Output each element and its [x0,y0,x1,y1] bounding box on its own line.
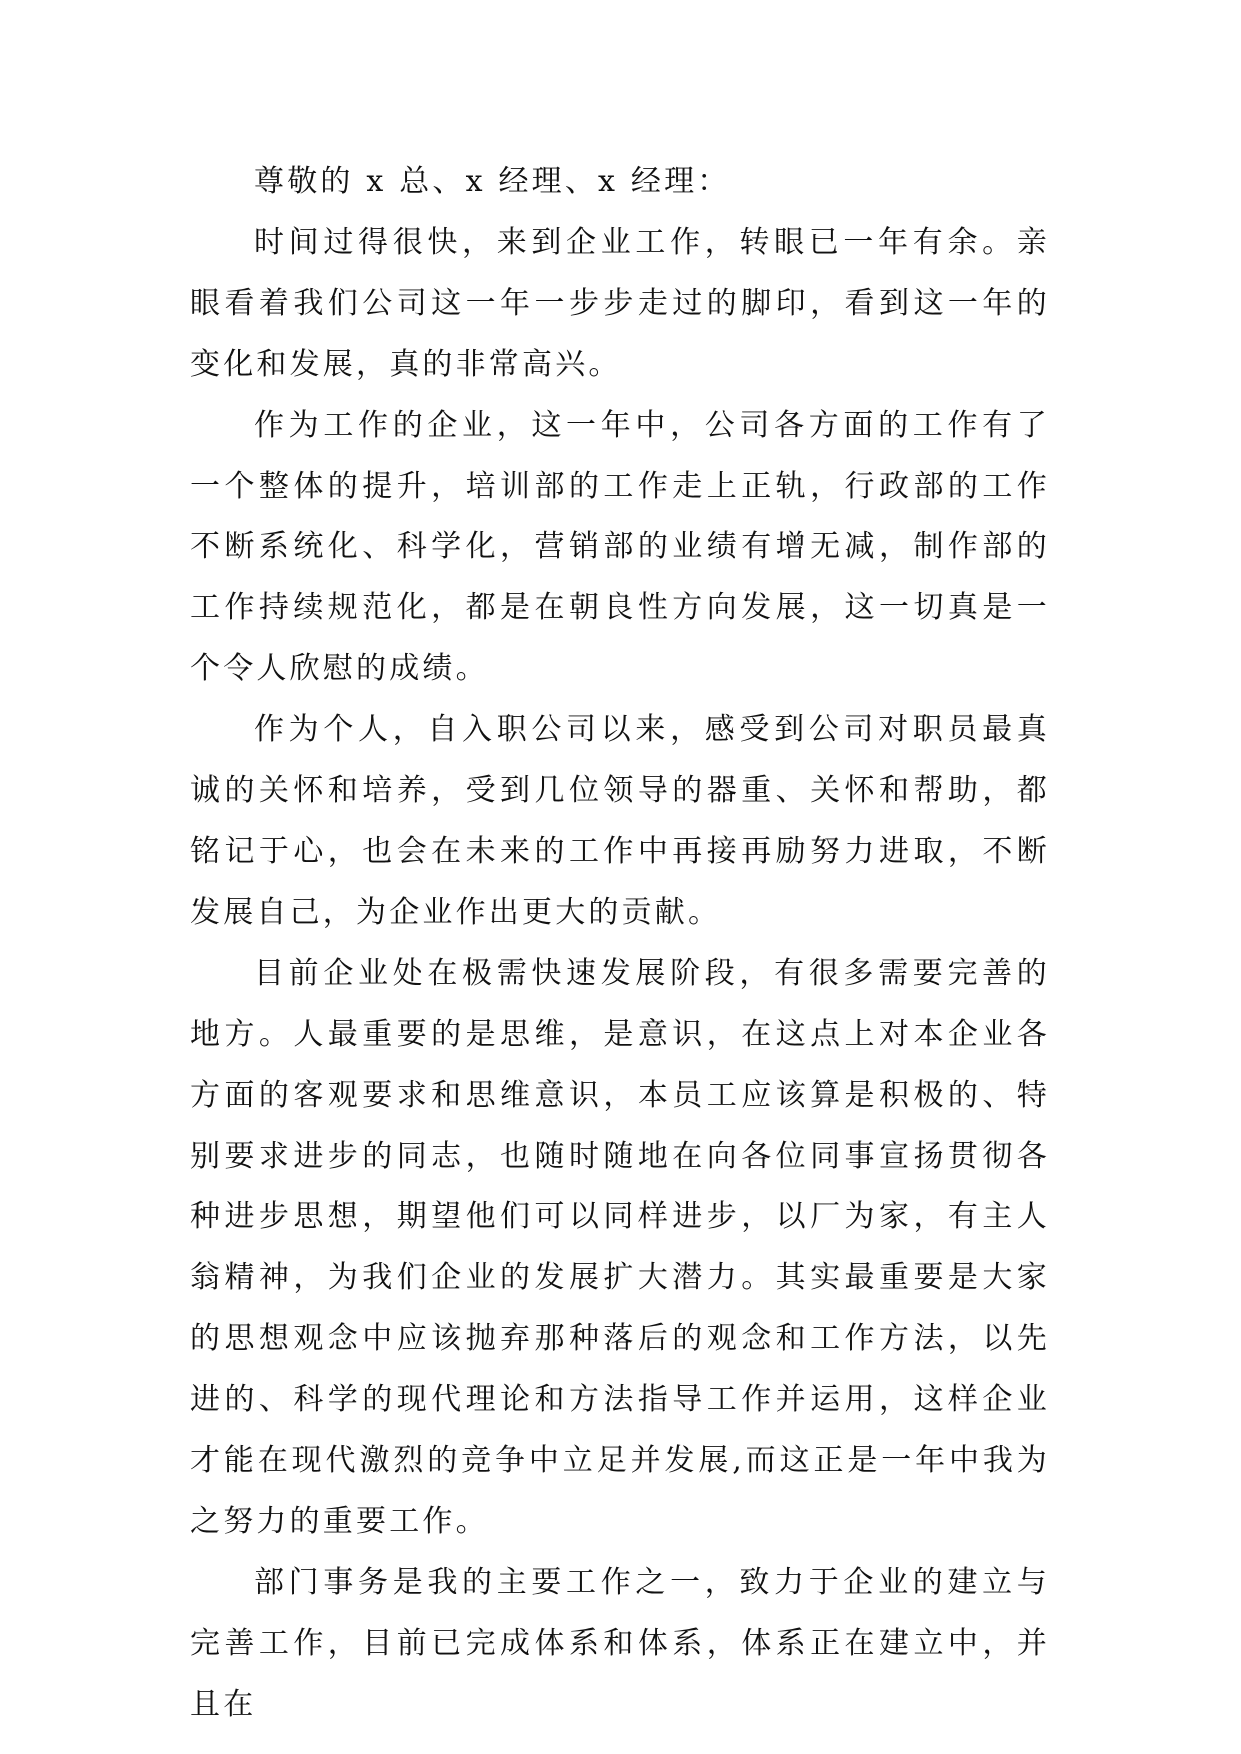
salutation: 尊敬的 x 总、x 经理、x 经理： [254,164,731,199]
paragraph-2: 作为工作的企业，这一年中，公司各方面的工作有了一个整体的提升，培训部的工作走上正轨，行政部的工作不断系统化、科学化，营销部的业绩有增无减，制作部的工作持续规范化，都是在朝良性方向发展，这一切真是一个令人欣慰的成绩。 [190,407,1050,687]
paragraph-1: 时间过得很快，来到企业工作，转眼已一年有余。亲眼看着我们公司这一年一步步走过的脚印，看到这一年的变化和发展，真的非常高兴。 [190,224,1050,382]
letter-body [190,152,1050,1736]
paragraph-3: 作为个人，自入职公司以来，感受到公司对职员最真诚的关怀和培养，受到几位领导的器重、关怀和帮助，都铭记于心，也会在未来的工作中再接再励努力进取，不断发展自己，为企业作出更大的贡献。 [190,712,1050,930]
paragraph-5: 部门事务是我的主要工作之一，致力于企业的建立与完善工作，目前已完成体系和体系，体系正在建立中，并且在 [190,1564,1050,1722]
paragraph-4: 目前企业处在极需快速发展阶段，有很多需要完善的地方。人最重要的是思维，是意识，在这点上对本企业各方面的客观要求和思维意识，本员工应该算是积极的、特别要求进步的同志，也随时随地在向各位同事宣扬贯彻各种进步思想，期望他们可以同样进步，以厂为家，有主人翁精神，为我们企业的发展扩大潜力。其实最重要是大家的思想观念中应该抛弃那种落后的观念和工作方法，以先进的、科学的现代理论和方法指导工作并运用，这样企业才能在现代激烈的竞争中立足并发展,而这正是一年中我为之努力的重要工作。 [190,955,1050,1539]
